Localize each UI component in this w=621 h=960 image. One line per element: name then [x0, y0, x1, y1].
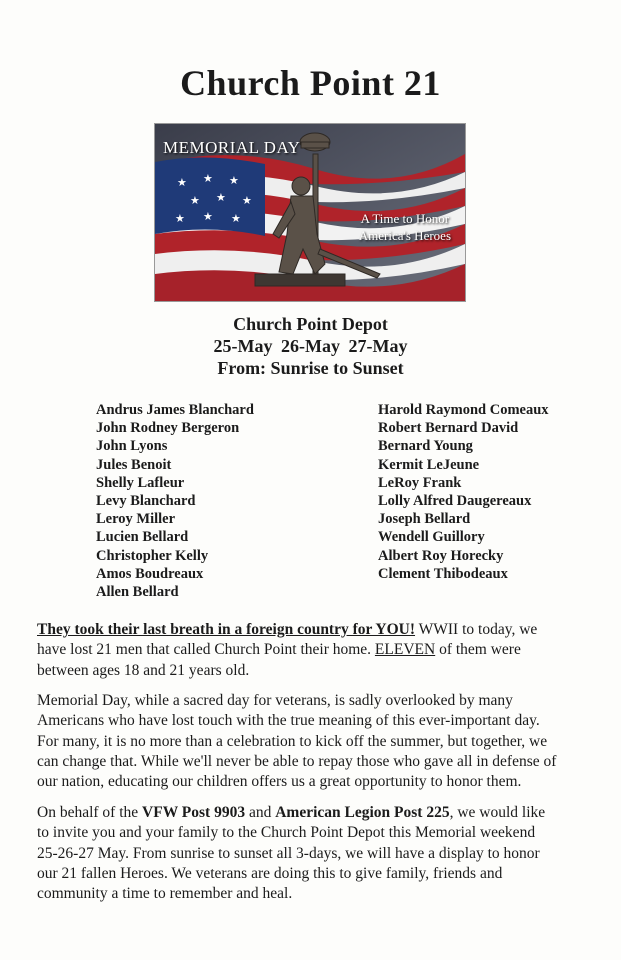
svg-text:★: ★	[203, 211, 213, 223]
paragraph-memorial-day: Memorial Day, while a sacred day for veterans, is sadly overlooked by many Americans who have lost touch with the true meaning of this ever-important day. For many, it is no more than a celebration to kick off the summer, but together, we can change that. While we'll never be able to repay those who gave all in defense of our nation, educating our children offers us a great opportunity to honor them.	[37, 692, 557, 791]
list-item: Wendell Guillory	[378, 529, 485, 546]
banner-tagline-line2: America's Heroes	[358, 228, 451, 243]
event-dates: 25-May 26-May 27-May	[213, 336, 408, 356]
eleven-emphasis: ELEVEN	[374, 641, 436, 659]
list-item: Joseph Bellard	[378, 511, 471, 528]
list-item: Shelly Lafleur	[96, 474, 185, 491]
list-item: Harold Raymond Comeaux	[378, 402, 549, 418]
svg-text:★: ★	[175, 213, 185, 225]
paragraph-lead: They took their last breath in a foreign country for YOU!	[37, 621, 416, 638]
list-item: Jules Benoit	[96, 456, 172, 473]
list-item: Lucien Bellard	[96, 529, 189, 546]
list-item: Lolly Alfred Daugereaux	[378, 493, 532, 510]
list-item: Christopher Kelly	[96, 547, 209, 564]
list-item: Leroy Miller	[96, 511, 176, 528]
legion-post: American Legion Post 225	[275, 804, 450, 821]
list-item: Allen Bellard	[96, 584, 179, 601]
list-item: Amos Boudreaux	[96, 565, 204, 582]
paragraph-losses	[37, 620, 557, 681]
paragraph-text: and	[245, 804, 276, 821]
svg-text:★: ★	[229, 175, 239, 187]
svg-text:★: ★	[242, 195, 252, 207]
names-list-right	[378, 401, 549, 583]
paragraph-text: On behalf of the	[37, 804, 143, 821]
list-item: Kermit LeJeune	[378, 456, 480, 473]
list-item: Clement Thibodeaux	[378, 565, 508, 582]
svg-text:★: ★	[190, 195, 200, 207]
svg-text:★: ★	[177, 177, 187, 189]
list-item: LeRoy Frank	[378, 474, 462, 491]
list-item: John Rodney Bergeron	[96, 420, 240, 437]
list-item: Bernard Young	[378, 438, 473, 455]
paragraph-text: WWII to today, we have lost 21 men that called Church Point their home.	[37, 621, 538, 659]
paragraph-invitation	[37, 803, 557, 904]
list-item: Andrus James Blanchard	[96, 402, 254, 418]
list-item: Robert Bernard David	[378, 420, 519, 437]
memorial-day-banner	[154, 123, 466, 302]
svg-text:★: ★	[216, 192, 226, 204]
svg-text:★: ★	[203, 173, 213, 185]
list-item: John Lyons	[96, 438, 168, 455]
banner-tagline-line1: A Time to Honor	[360, 211, 450, 226]
event-hours: From: Sunrise to Sunset	[217, 358, 404, 378]
names-list-left	[96, 401, 254, 601]
paragraph-text: , we would like to invite you and your family to the Church Point Depot this Memorial weekend 25-26-27 May. From sunrise to sunset all 3-days, we will have a display to honor our 21 fallen Heroes. We veterans are doing this to give family, friends and community a time to remember and heal.	[37, 804, 546, 903]
page-title: Church Point 21	[180, 63, 441, 103]
vfw-post: VFW Post 9903	[142, 804, 246, 821]
list-item: Levy Blanchard	[96, 493, 196, 510]
paragraph-text: of them were between ages 18 and 21 years old.	[37, 641, 521, 679]
list-item: Albert Roy Horecky	[378, 547, 504, 564]
event-venue: Church Point Depot	[233, 314, 388, 334]
banner-tagline	[359, 210, 451, 244]
svg-text:★: ★	[231, 213, 241, 225]
banner-heading: MEMORIAL DAY	[163, 138, 301, 157]
